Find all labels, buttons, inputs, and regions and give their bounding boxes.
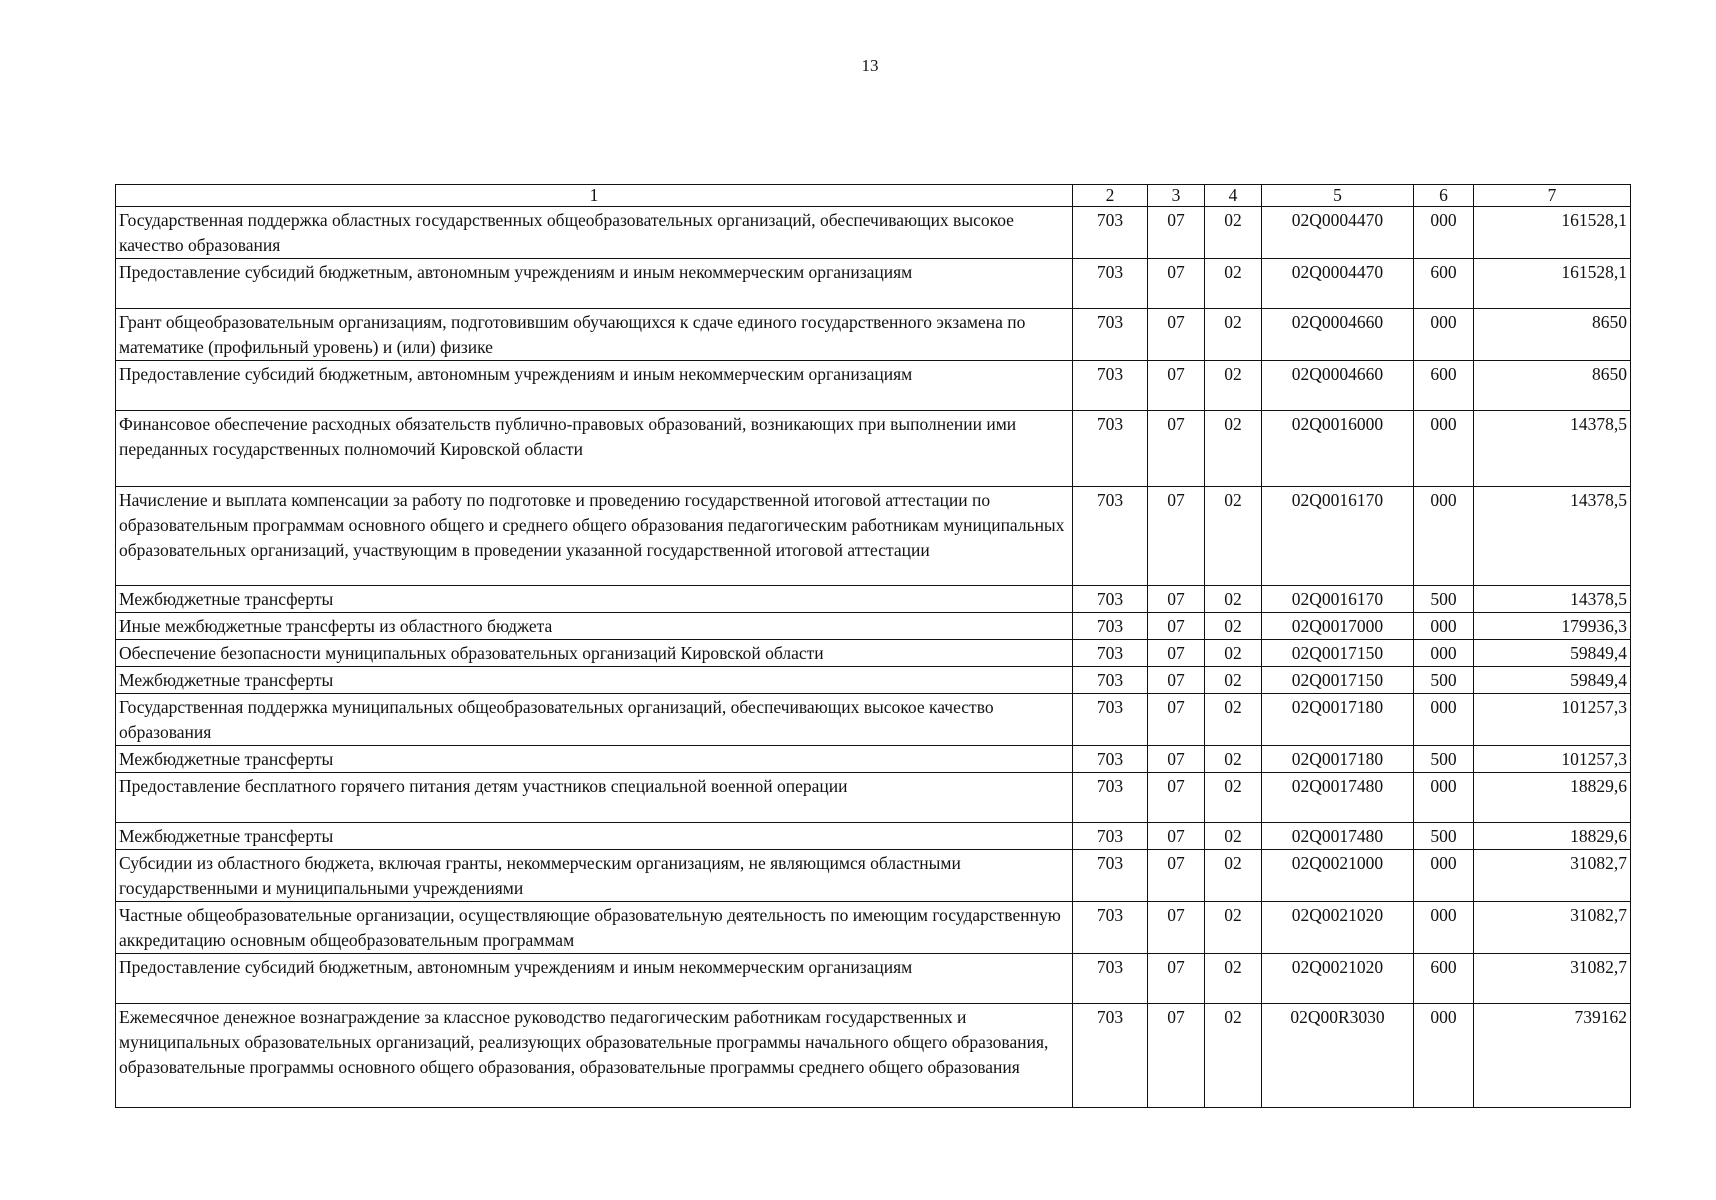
header-cell: 1 bbox=[116, 185, 1073, 207]
row-amount: 161528,1 bbox=[1474, 207, 1631, 259]
row-name: Обеспечение безопасности муниципальных образовательных организаций Кировской области bbox=[116, 640, 1073, 667]
row-section-code: 07 bbox=[1148, 746, 1205, 773]
row-expense-type: 000 bbox=[1414, 613, 1474, 640]
row-target-article: 02Q0004660 bbox=[1262, 361, 1414, 411]
row-expense-type: 600 bbox=[1414, 259, 1474, 309]
row-name: Иные межбюджетные трансферты из областного бюджета bbox=[116, 613, 1073, 640]
row-ministry-code: 703 bbox=[1073, 207, 1148, 259]
row-name: Субсидии из областного бюджета, включая гранты, некоммерческим организациям, не являющимся областными государственными и муниципальными учреждениями bbox=[116, 850, 1073, 902]
row-ministry-code: 703 bbox=[1073, 694, 1148, 746]
row-target-article: 02Q0004470 bbox=[1262, 259, 1414, 309]
table-row bbox=[116, 694, 1631, 746]
row-section-code: 07 bbox=[1148, 640, 1205, 667]
row-expense-type: 000 bbox=[1414, 487, 1474, 586]
row-target-article: 02Q0017180 bbox=[1262, 694, 1414, 746]
table-row bbox=[116, 902, 1631, 954]
table-row bbox=[116, 667, 1631, 694]
row-name: Предоставление бесплатного горячего питания детям участников специальной военной операции bbox=[116, 773, 1073, 823]
row-expense-type: 000 bbox=[1414, 773, 1474, 823]
row-expense-type: 000 bbox=[1414, 902, 1474, 954]
table-row bbox=[116, 411, 1631, 487]
row-amount: 59849,4 bbox=[1474, 667, 1631, 694]
row-expense-type: 000 bbox=[1414, 309, 1474, 361]
table-row bbox=[116, 640, 1631, 667]
row-section-code: 07 bbox=[1148, 259, 1205, 309]
row-subsection-code: 02 bbox=[1205, 773, 1262, 823]
row-section-code: 07 bbox=[1148, 694, 1205, 746]
row-section-code: 07 bbox=[1148, 823, 1205, 850]
row-name: Грант общеобразовательным организациям, подготовившим обучающихся к сдаче единого государственного экзамена по математике (профильный уровень) и (или) физике bbox=[116, 309, 1073, 361]
row-ministry-code: 703 bbox=[1073, 640, 1148, 667]
row-target-article: 02Q0017180 bbox=[1262, 746, 1414, 773]
header-row bbox=[116, 185, 1631, 207]
row-name: Государственная поддержка муниципальных общеобразовательных организаций, обеспечивающих высокое качество образования bbox=[116, 694, 1073, 746]
row-amount: 8650 bbox=[1474, 361, 1631, 411]
row-name: Частные общеобразовательные организации, осуществляющие образовательную деятельность по имеющим государственную аккредитацию основным общеобразовательным программам bbox=[116, 902, 1073, 954]
table-row bbox=[116, 850, 1631, 902]
row-expense-type: 500 bbox=[1414, 746, 1474, 773]
row-section-code: 07 bbox=[1148, 586, 1205, 613]
row-expense-type: 000 bbox=[1414, 850, 1474, 902]
row-subsection-code: 02 bbox=[1205, 411, 1262, 487]
row-subsection-code: 02 bbox=[1205, 667, 1262, 694]
row-name: Начисление и выплата компенсации за работу по подготовке и проведению государственной итоговой аттестации по образовательным программам основного общего и среднего общего образования педагогическим работникам муниципальных образовательных организаций, участвующим в проведении указанной государственной итоговой аттестации bbox=[116, 487, 1073, 586]
row-target-article: 02Q0017150 bbox=[1262, 667, 1414, 694]
row-section-code: 07 bbox=[1148, 613, 1205, 640]
row-subsection-code: 02 bbox=[1205, 850, 1262, 902]
row-section-code: 07 bbox=[1148, 361, 1205, 411]
row-target-article: 02Q0017000 bbox=[1262, 613, 1414, 640]
row-ministry-code: 703 bbox=[1073, 411, 1148, 487]
row-subsection-code: 02 bbox=[1205, 902, 1262, 954]
row-target-article: 02Q0016000 bbox=[1262, 411, 1414, 487]
row-ministry-code: 703 bbox=[1073, 746, 1148, 773]
row-subsection-code: 02 bbox=[1205, 259, 1262, 309]
table-row bbox=[116, 259, 1631, 309]
row-target-article: 02Q0004660 bbox=[1262, 309, 1414, 361]
row-name: Предоставление субсидий бюджетным, автономным учреждениям и иным некоммерческим организациям bbox=[116, 954, 1073, 1004]
row-ministry-code: 703 bbox=[1073, 773, 1148, 823]
budget-table bbox=[115, 184, 1631, 1108]
row-amount: 31082,7 bbox=[1474, 954, 1631, 1004]
row-ministry-code: 703 bbox=[1073, 850, 1148, 902]
row-target-article: 02Q0004470 bbox=[1262, 207, 1414, 259]
row-amount: 739162 bbox=[1474, 1004, 1631, 1108]
row-section-code: 07 bbox=[1148, 954, 1205, 1004]
row-ministry-code: 703 bbox=[1073, 361, 1148, 411]
row-ministry-code: 703 bbox=[1073, 309, 1148, 361]
row-section-code: 07 bbox=[1148, 309, 1205, 361]
row-subsection-code: 02 bbox=[1205, 1004, 1262, 1108]
row-subsection-code: 02 bbox=[1205, 954, 1262, 1004]
row-amount: 31082,7 bbox=[1474, 902, 1631, 954]
row-target-article: 02Q0021020 bbox=[1262, 954, 1414, 1004]
row-name: Предоставление субсидий бюджетным, автономным учреждениям и иным некоммерческим организациям bbox=[116, 361, 1073, 411]
row-section-code: 07 bbox=[1148, 207, 1205, 259]
row-amount: 8650 bbox=[1474, 309, 1631, 361]
row-ministry-code: 703 bbox=[1073, 1004, 1148, 1108]
table-row bbox=[116, 823, 1631, 850]
row-section-code: 07 bbox=[1148, 1004, 1205, 1108]
row-section-code: 07 bbox=[1148, 411, 1205, 487]
row-target-article: 02Q0017480 bbox=[1262, 823, 1414, 850]
row-ministry-code: 703 bbox=[1073, 667, 1148, 694]
header-cell: 3 bbox=[1148, 185, 1205, 207]
row-subsection-code: 02 bbox=[1205, 613, 1262, 640]
table-row bbox=[116, 1004, 1631, 1108]
row-target-article: 02Q0016170 bbox=[1262, 487, 1414, 586]
row-amount: 161528,1 bbox=[1474, 259, 1631, 309]
row-target-article: 02Q0021000 bbox=[1262, 850, 1414, 902]
row-subsection-code: 02 bbox=[1205, 746, 1262, 773]
row-expense-type: 000 bbox=[1414, 694, 1474, 746]
row-amount: 101257,3 bbox=[1474, 694, 1631, 746]
row-section-code: 07 bbox=[1148, 902, 1205, 954]
header-cell: 5 bbox=[1262, 185, 1414, 207]
row-name: Межбюджетные трансферты bbox=[116, 746, 1073, 773]
row-expense-type: 000 bbox=[1414, 1004, 1474, 1108]
table-row bbox=[116, 361, 1631, 411]
row-section-code: 07 bbox=[1148, 850, 1205, 902]
row-subsection-code: 02 bbox=[1205, 694, 1262, 746]
table-row bbox=[116, 746, 1631, 773]
row-target-article: 02Q0017480 bbox=[1262, 773, 1414, 823]
row-name: Государственная поддержка областных государственных общеобразовательных организаций, обеспечивающих высокое качество образования bbox=[116, 207, 1073, 259]
row-name: Ежемесячное денежное вознаграждение за классное руководство педагогическим работникам государственных и муниципальных образовательных организаций, реализующих образовательные программы начального общего образования, образовательные программы основного общего образования, образовательные программы среднего общего образования bbox=[116, 1004, 1073, 1108]
header-cell: 7 bbox=[1474, 185, 1631, 207]
table-row bbox=[116, 207, 1631, 259]
row-expense-type: 000 bbox=[1414, 640, 1474, 667]
row-expense-type: 600 bbox=[1414, 954, 1474, 1004]
table-row bbox=[116, 309, 1631, 361]
row-section-code: 07 bbox=[1148, 487, 1205, 586]
row-subsection-code: 02 bbox=[1205, 207, 1262, 259]
row-amount: 179936,3 bbox=[1474, 613, 1631, 640]
row-subsection-code: 02 bbox=[1205, 586, 1262, 613]
row-subsection-code: 02 bbox=[1205, 487, 1262, 586]
row-name: Межбюджетные трансферты bbox=[116, 667, 1073, 694]
page-number: 13 bbox=[861, 56, 879, 75]
header-cell: 6 bbox=[1414, 185, 1474, 207]
row-amount: 14378,5 bbox=[1474, 586, 1631, 613]
row-ministry-code: 703 bbox=[1073, 823, 1148, 850]
row-ministry-code: 703 bbox=[1073, 487, 1148, 586]
row-amount: 18829,6 bbox=[1474, 773, 1631, 823]
row-amount: 14378,5 bbox=[1474, 411, 1631, 487]
row-target-article: 02Q0021020 bbox=[1262, 902, 1414, 954]
row-section-code: 07 bbox=[1148, 667, 1205, 694]
row-expense-type: 000 bbox=[1414, 207, 1474, 259]
row-name: Межбюджетные трансферты bbox=[116, 823, 1073, 850]
row-target-article: 02Q0017150 bbox=[1262, 640, 1414, 667]
row-section-code: 07 bbox=[1148, 773, 1205, 823]
row-amount: 101257,3 bbox=[1474, 746, 1631, 773]
row-subsection-code: 02 bbox=[1205, 640, 1262, 667]
row-expense-type: 500 bbox=[1414, 667, 1474, 694]
table-row bbox=[116, 773, 1631, 823]
row-name: Предоставление субсидий бюджетным, автономным учреждениям и иным некоммерческим организациям bbox=[116, 259, 1073, 309]
row-target-article: 02Q00R3030 bbox=[1262, 1004, 1414, 1108]
row-amount: 31082,7 bbox=[1474, 850, 1631, 902]
row-amount: 59849,4 bbox=[1474, 640, 1631, 667]
row-ministry-code: 703 bbox=[1073, 586, 1148, 613]
row-ministry-code: 703 bbox=[1073, 902, 1148, 954]
row-expense-type: 500 bbox=[1414, 823, 1474, 850]
row-name: Финансовое обеспечение расходных обязательств публично-правовых образований, возникающих при выполнении ими переданных государственных полномочий Кировской области bbox=[116, 411, 1073, 487]
row-ministry-code: 703 bbox=[1073, 259, 1148, 309]
row-subsection-code: 02 bbox=[1205, 309, 1262, 361]
row-expense-type: 000 bbox=[1414, 411, 1474, 487]
table-row bbox=[116, 954, 1631, 1004]
row-subsection-code: 02 bbox=[1205, 823, 1262, 850]
row-expense-type: 600 bbox=[1414, 361, 1474, 411]
row-subsection-code: 02 bbox=[1205, 361, 1262, 411]
table-row bbox=[116, 613, 1631, 640]
row-ministry-code: 703 bbox=[1073, 613, 1148, 640]
row-target-article: 02Q0016170 bbox=[1262, 586, 1414, 613]
row-name: Межбюджетные трансферты bbox=[116, 586, 1073, 613]
header-cell: 2 bbox=[1073, 185, 1148, 207]
row-ministry-code: 703 bbox=[1073, 954, 1148, 1004]
row-amount: 14378,5 bbox=[1474, 487, 1631, 586]
header-cell: 4 bbox=[1205, 185, 1262, 207]
table-row bbox=[116, 487, 1631, 586]
table-row bbox=[116, 586, 1631, 613]
row-expense-type: 500 bbox=[1414, 586, 1474, 613]
row-amount: 18829,6 bbox=[1474, 823, 1631, 850]
